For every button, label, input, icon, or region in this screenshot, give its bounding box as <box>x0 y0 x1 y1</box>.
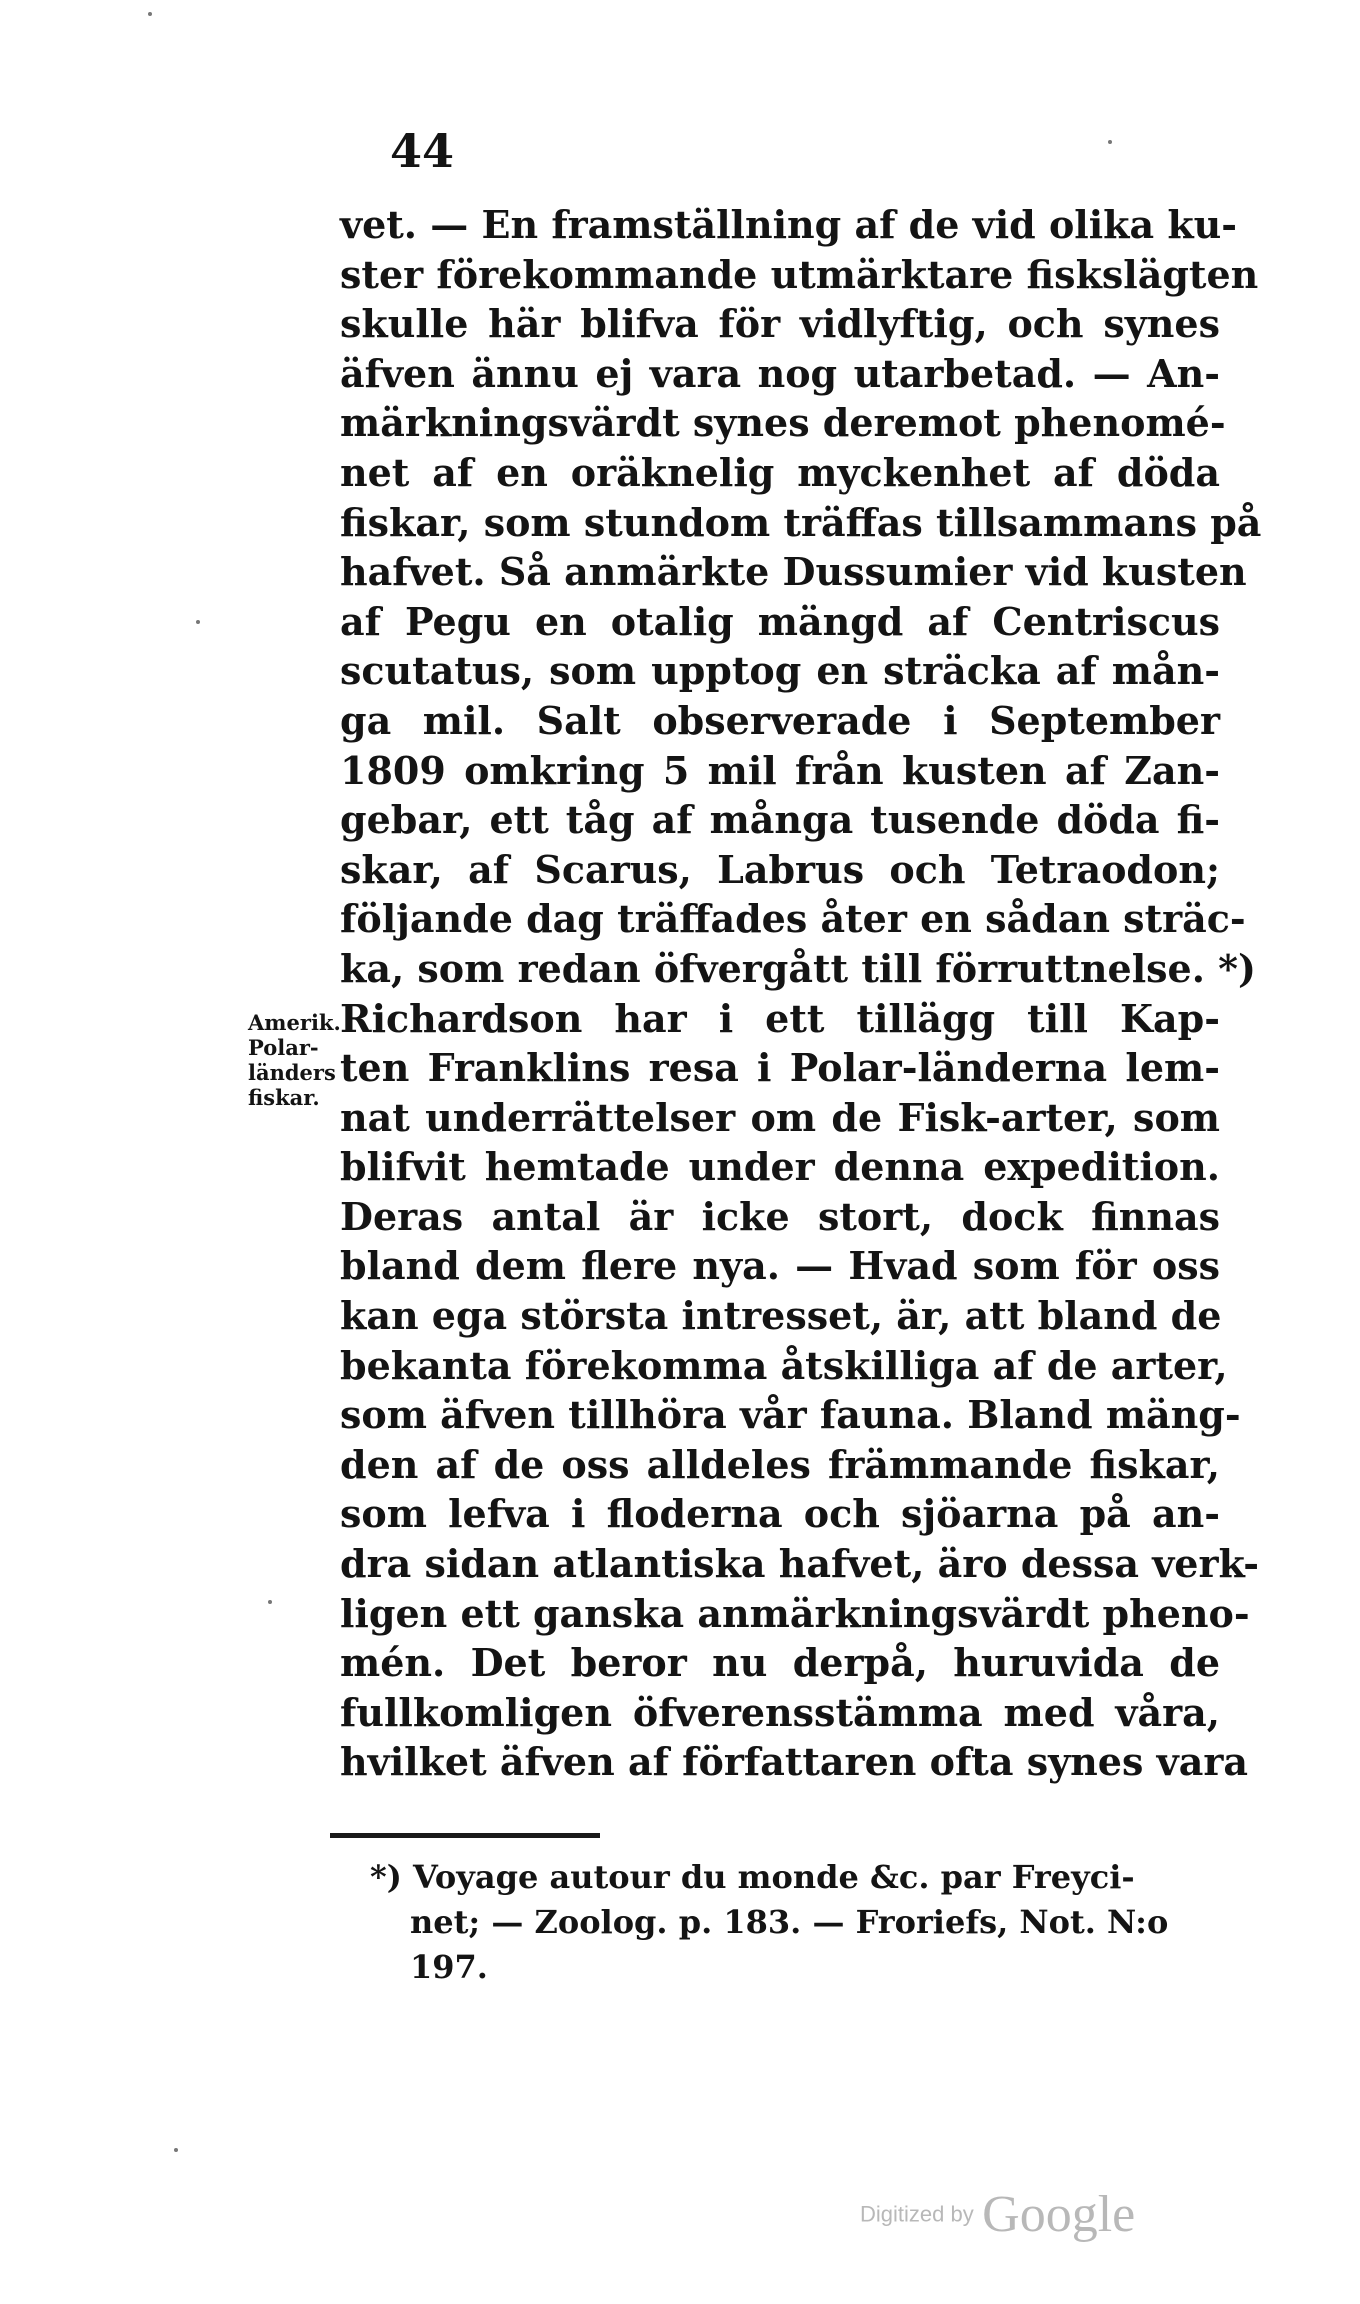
watermark-brand: Google <box>982 2186 1136 2243</box>
speck <box>148 12 152 16</box>
text-line: som äfven tillhöra vår fauna. Bland mäng- <box>340 1392 1241 1438</box>
text-line: blifvit hemtade under denna expedition. <box>340 1144 1220 1190</box>
text-line: vet. — En framställning af de vid olika ku- <box>340 202 1238 247</box>
text-line: skar, af Scarus, Labrus och Tetraodon; <box>340 846 1220 892</box>
footnote-line: net; — Zoolog. p. 183. — Froriefs, Not. N:o <box>410 1903 1169 1941</box>
text-line: dra sidan atlantiska hafvet, äro dessa verk- <box>340 1541 1260 1587</box>
text-line: scutatus, som upptog en sträcka af mån- <box>340 648 1220 694</box>
margin-note-line: Polar- <box>248 1035 319 1060</box>
text-line: hvilket äfven af författaren ofta synes vara <box>340 1739 1248 1785</box>
text-line: ster förekommande utmärktare fiskslägten <box>340 251 1259 297</box>
footnote <box>370 1855 1200 1990</box>
margin-note-line: länders <box>248 1060 336 1085</box>
text-line: som lefva i floderna och sjöarna på an- <box>340 1491 1220 1537</box>
text-line: bland dem flere nya. — Hvad som för oss <box>340 1243 1220 1289</box>
margin-note-line: Amerik. <box>248 1010 341 1035</box>
margin-note <box>248 1010 341 1110</box>
text-line: märkningsvärdt synes deremot phenomé- <box>340 400 1226 446</box>
speck <box>1108 140 1112 144</box>
text-line: Deras antal är icke stort, dock finnas <box>340 1193 1220 1239</box>
footnote-line: *) Voyage autour du monde &c. par Freyci- <box>370 1858 1135 1896</box>
text-line: Richardson har i ett tillägg till Kap- <box>340 995 1220 1041</box>
page-number: 44 <box>390 124 455 178</box>
speck <box>268 1600 272 1604</box>
footnote-rule <box>330 1833 600 1838</box>
text-line: ten Franklins resa i Polar-länderna lem- <box>340 1045 1220 1091</box>
body-text <box>340 200 1262 1787</box>
text-line: fiskar, som stundom träffas tillsammans på <box>340 499 1262 545</box>
text-line: mén. Det beror nu derpå, huruvida de <box>340 1640 1220 1686</box>
text-line: den af de oss alldeles främmande fiskar, <box>340 1441 1220 1487</box>
text-line: net af en oräknelig myckenhet af döda <box>340 449 1220 495</box>
text-line: nat underrättelser om de Fisk-arter, som <box>340 1094 1220 1140</box>
speck <box>174 2148 178 2152</box>
speck <box>196 620 200 624</box>
text-line: ligen ett ganska anmärkningsvärdt pheno- <box>340 1590 1250 1636</box>
text-line: skulle här blifva för vidlyftig, och synes <box>340 301 1220 347</box>
text-line: fullkomligen öfverensstämma med våra, <box>340 1689 1220 1735</box>
text-line: hafvet. Så anmärkte Dussumier vid kusten <box>340 549 1247 595</box>
watermark-prefix: Digitized by <box>860 2201 974 2227</box>
text-line: 1809 omkring 5 mil från kusten af Zan- <box>340 747 1220 793</box>
text-line: af Pegu en otalig mängd af Centriscus <box>340 598 1220 644</box>
footnote-line: 197. <box>410 1948 488 1986</box>
text-line: bekanta förekomma åtskilliga af de arter, <box>340 1342 1228 1388</box>
text-line: följande dag träffades åter en sådan sträc- <box>340 896 1246 942</box>
digitized-watermark <box>860 2185 1135 2244</box>
text-line: gebar, ett tåg af många tusende döda fi- <box>340 797 1220 843</box>
text-line: ka, som redan öfvergått till förruttnelse. *) <box>340 945 1257 991</box>
margin-note-line: fiskar. <box>248 1085 320 1110</box>
text-line: ga mil. Salt observerade i September <box>340 697 1220 743</box>
text-line: kan ega största intresset, är, att bland de <box>340 1293 1222 1339</box>
text-line: äfven ännu ej vara nog utarbetad. — An- <box>340 350 1220 396</box>
